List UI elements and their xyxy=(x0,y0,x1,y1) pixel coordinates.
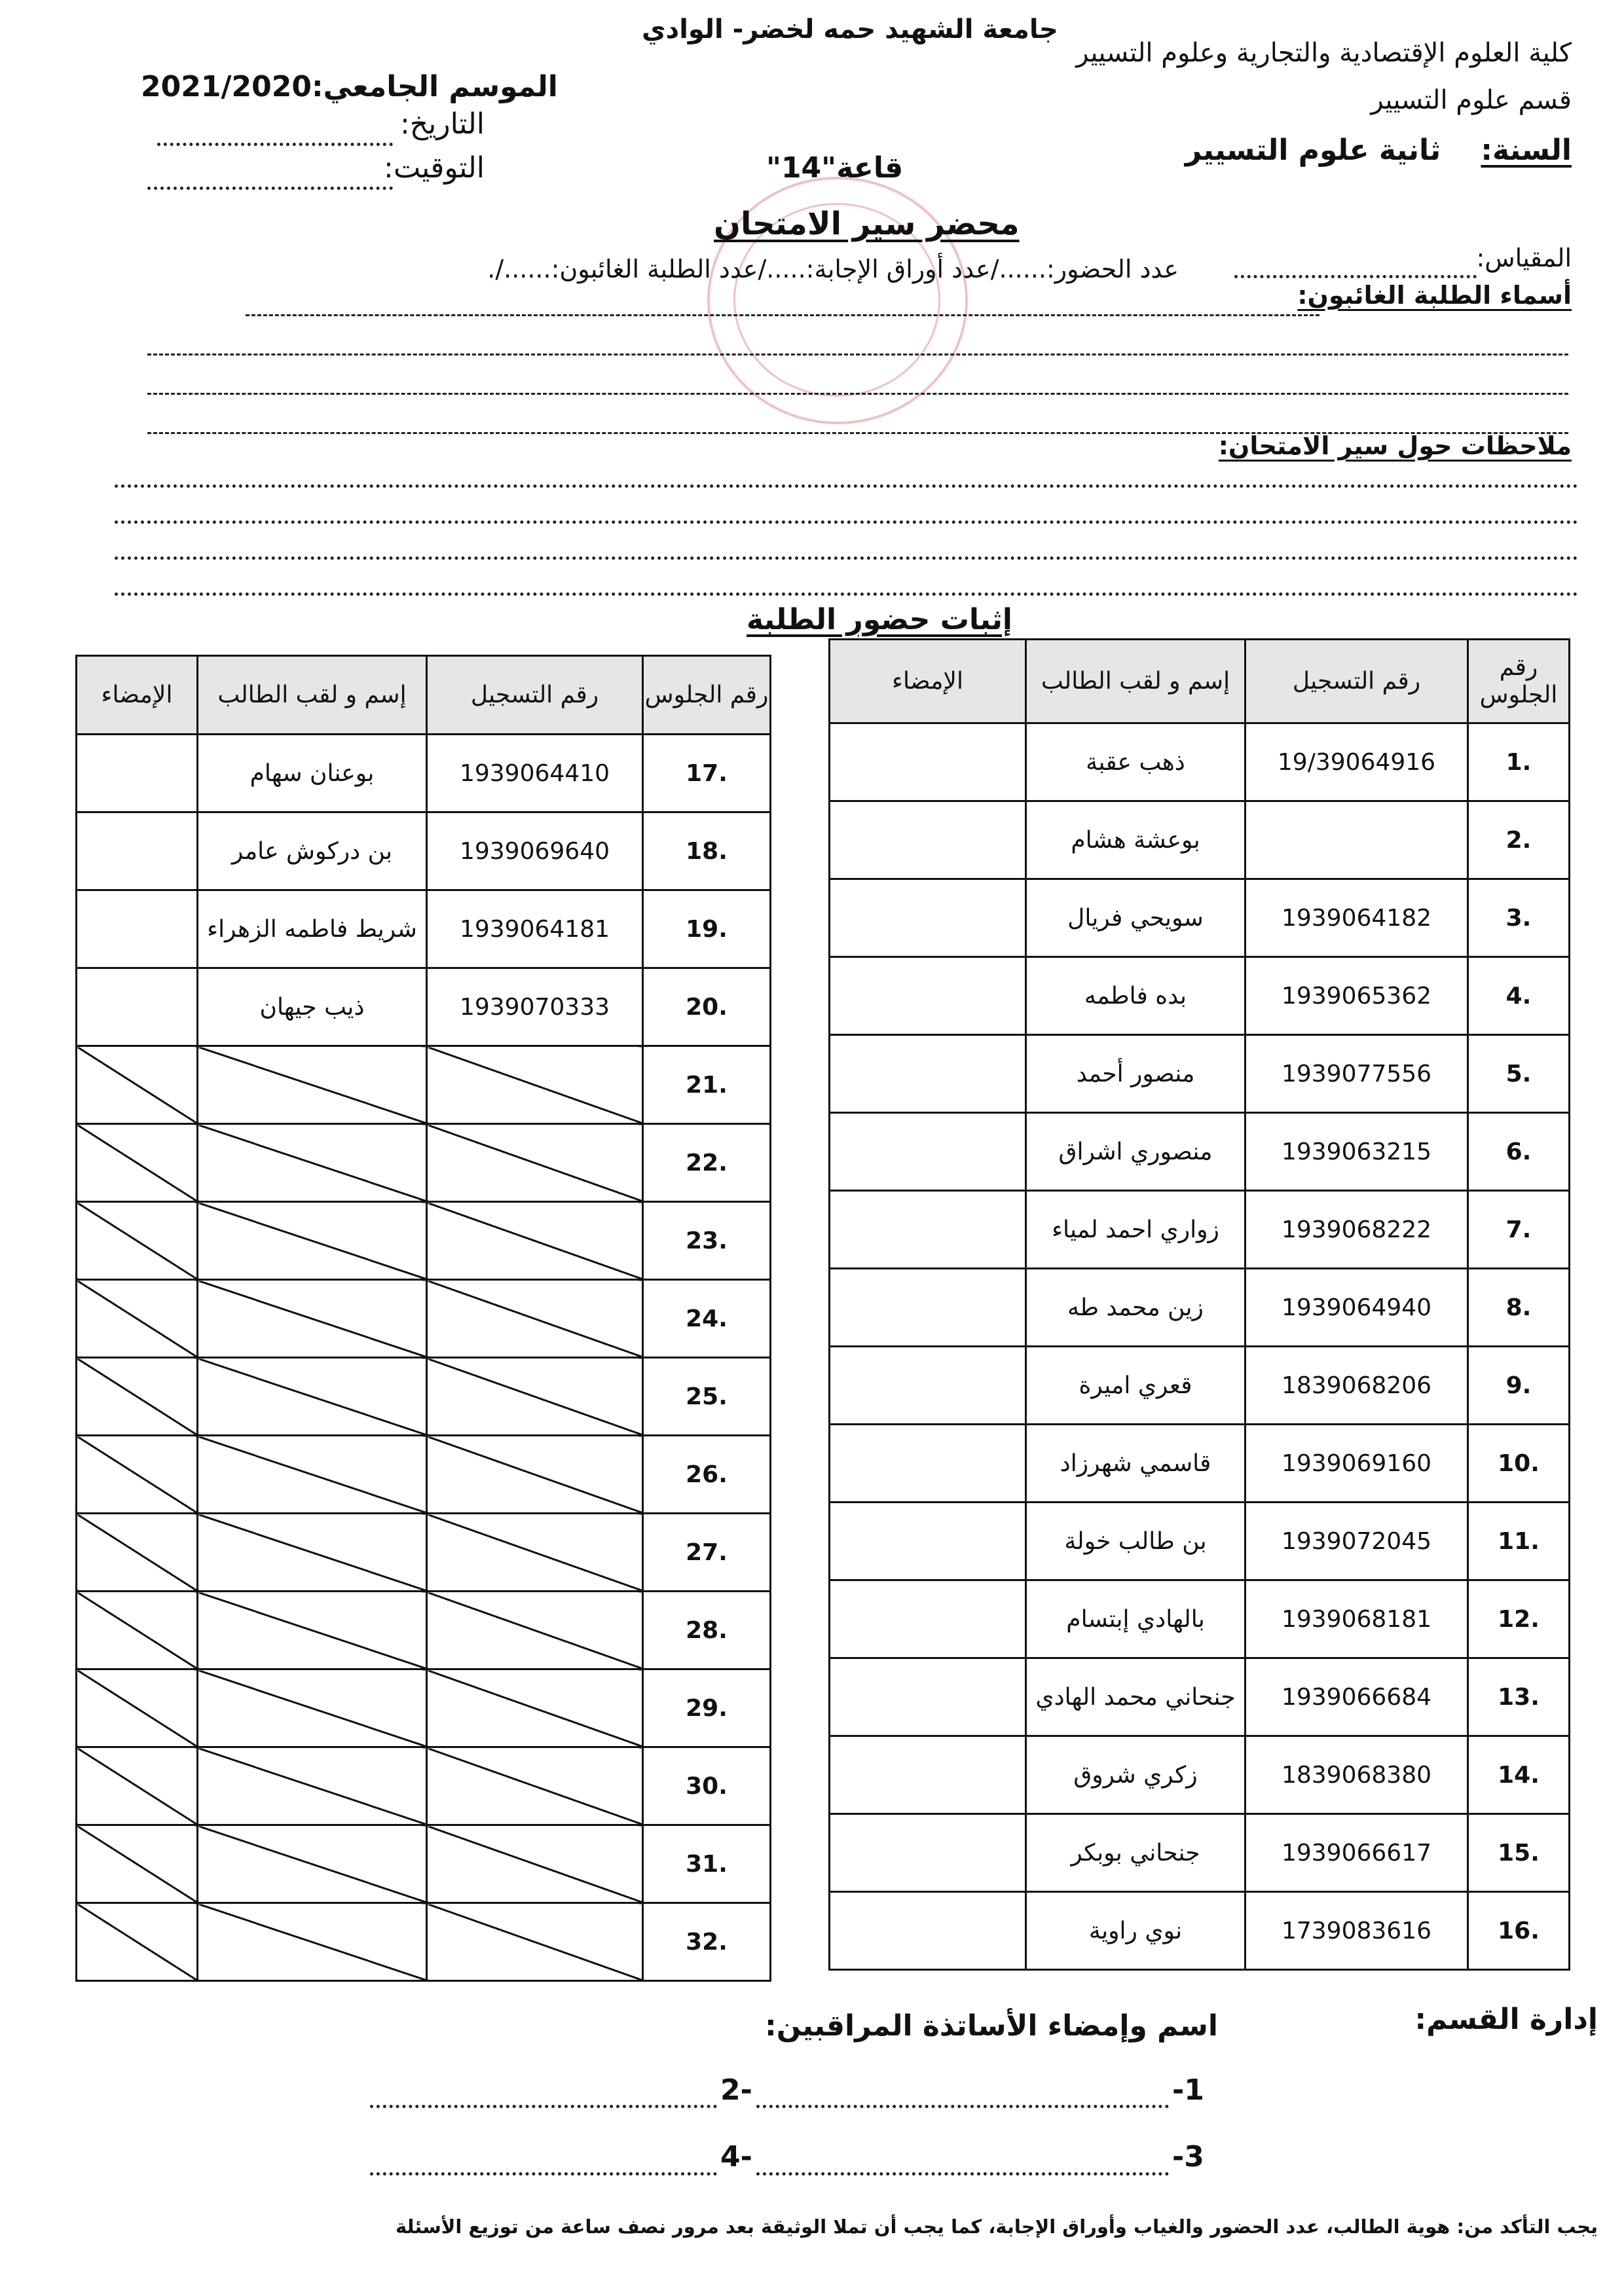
seat-cell: 15. xyxy=(1468,1814,1570,1892)
seat-cell: 28. xyxy=(643,1592,771,1669)
name-cell: سويحي فريال xyxy=(1026,879,1246,957)
registration-cell xyxy=(427,1669,643,1747)
table-row xyxy=(77,1669,771,1747)
seat-cell: 22. xyxy=(643,1124,771,1202)
seat-cell: 1. xyxy=(1468,723,1570,801)
notes-line-1 xyxy=(115,484,1578,488)
signature-cell xyxy=(77,735,198,812)
seat-cell: 23. xyxy=(643,1202,771,1280)
table-row xyxy=(77,890,771,968)
table-row xyxy=(830,1736,1570,1814)
name-cell xyxy=(198,1592,427,1669)
proctor-2-dots xyxy=(370,2105,717,2108)
header-name: إسم و لقب الطالب xyxy=(198,656,427,735)
table-row xyxy=(830,1035,1570,1113)
name-cell xyxy=(198,1903,427,1981)
time-label: التوقيت: xyxy=(384,151,485,185)
date-label: التاريخ: xyxy=(399,107,485,141)
table-row xyxy=(77,1903,771,1981)
name-cell xyxy=(198,1046,427,1124)
name-cell: جنحاني بوبكر xyxy=(1026,1814,1246,1892)
seat-cell: 4. xyxy=(1468,957,1570,1035)
name-cell xyxy=(198,1669,427,1747)
attendance-counts: عدد الحضور:....../عدد أوراق الإجابة:...../عدد الطلبة الغائبون:....../. xyxy=(487,255,1179,283)
table-row xyxy=(830,1892,1570,1970)
table-row xyxy=(77,1202,771,1280)
name-cell: قاسمي شهرزاد xyxy=(1026,1425,1246,1503)
name-cell: بن طالب خولة xyxy=(1026,1503,1246,1580)
date-dots xyxy=(157,143,393,146)
department-admin: إدارة القسم: xyxy=(1414,2003,1598,2036)
header-signature: الإمضاء xyxy=(830,640,1026,723)
signature-cell xyxy=(830,1580,1026,1658)
table-row xyxy=(830,1347,1570,1425)
registration-cell: 1939064940 xyxy=(1246,1269,1468,1347)
name-cell xyxy=(198,1124,427,1202)
name-cell: منصور أحمد xyxy=(1026,1035,1246,1113)
registration-cell: 1939066684 xyxy=(1246,1658,1468,1736)
attendance-table-right xyxy=(828,638,1570,1971)
proctor-3-dots xyxy=(756,2172,1169,2176)
registration-cell: 1939069160 xyxy=(1246,1425,1468,1503)
name-cell: بده فاطمه xyxy=(1026,957,1246,1035)
header-seat: رقم الجلوس xyxy=(643,656,771,735)
signature-cell xyxy=(77,1436,198,1514)
signature-cell xyxy=(830,1191,1026,1269)
signature-cell xyxy=(77,968,198,1046)
table-row xyxy=(77,968,771,1046)
proctors-label: اسم وإمضاء الأساتذة المراقبين: xyxy=(765,2009,1218,2043)
seat-cell: 18. xyxy=(643,812,771,890)
notes-label: ملاحظات حول سير الامتحان: xyxy=(1218,431,1572,460)
name-cell xyxy=(198,1358,427,1436)
seat-cell: 8. xyxy=(1468,1269,1570,1347)
name-cell: جنحاني محمد الهادي xyxy=(1026,1658,1246,1736)
name-cell xyxy=(198,1436,427,1514)
registration-cell: 1939065362 xyxy=(1246,957,1468,1035)
name-cell: ذيب جيهان xyxy=(198,968,427,1046)
year-value: ثانية علوم التسيير xyxy=(1185,134,1441,167)
name-cell: منصوري اشراق xyxy=(1026,1113,1246,1191)
table-row xyxy=(830,801,1570,879)
room-label: قاعة"14" xyxy=(766,151,904,185)
registration-cell: 1839068206 xyxy=(1246,1347,1468,1425)
season xyxy=(141,71,558,104)
proctor-2: -2 xyxy=(720,2073,752,2107)
table-row xyxy=(830,1814,1570,1892)
registration-cell: 1939077556 xyxy=(1246,1035,1468,1113)
signature-cell xyxy=(77,1280,198,1358)
name-cell: شريط فاطمه الزهراء xyxy=(198,890,427,968)
proctor-1: 1- xyxy=(1172,2073,1204,2107)
name-cell: زكري شروق xyxy=(1026,1736,1246,1814)
seat-cell: 12. xyxy=(1468,1580,1570,1658)
header-seat: رقم الجلوس xyxy=(1468,640,1570,723)
signature-cell xyxy=(77,812,198,890)
table-row xyxy=(830,723,1570,801)
proctor-3: 3- xyxy=(1172,2140,1204,2174)
seat-cell: 25. xyxy=(643,1358,771,1436)
registration-cell xyxy=(427,1436,643,1514)
notes-line-4 xyxy=(115,592,1578,596)
attendance-table-left xyxy=(75,655,771,1982)
seat-cell: 17. xyxy=(643,735,771,812)
name-cell: نوي راوية xyxy=(1026,1892,1246,1970)
signature-cell xyxy=(830,1892,1026,1970)
season-value: 2021/2020 xyxy=(141,70,312,103)
table-row xyxy=(77,735,771,812)
signature-cell xyxy=(77,1514,198,1592)
signature-cell xyxy=(830,957,1026,1035)
registration-cell: 1939068222 xyxy=(1246,1191,1468,1269)
registration-cell xyxy=(427,1280,643,1358)
signature-cell xyxy=(830,801,1026,879)
registration-cell xyxy=(427,1903,643,1981)
name-cell: قعري اميرة xyxy=(1026,1347,1246,1425)
table-row xyxy=(830,1425,1570,1503)
signature-cell xyxy=(77,1202,198,1280)
signature-cell xyxy=(77,1669,198,1747)
seat-cell: 29. xyxy=(643,1669,771,1747)
table-row xyxy=(830,1191,1570,1269)
seat-cell: 27. xyxy=(643,1514,771,1592)
name-cell xyxy=(198,1825,427,1903)
registration-cell: 1939063215 xyxy=(1246,1113,1468,1191)
notes-line-3 xyxy=(115,556,1578,560)
seat-cell: 11. xyxy=(1468,1503,1570,1580)
name-cell: ذهب عقبة xyxy=(1026,723,1246,801)
proctor-1-dots xyxy=(756,2105,1169,2108)
table-row xyxy=(830,1580,1570,1658)
registration-cell: 19/39064916 xyxy=(1246,723,1468,801)
signature-cell xyxy=(77,1124,198,1202)
absent-line-2 xyxy=(147,354,1568,355)
name-cell: بوعنان سهام xyxy=(198,735,427,812)
name-cell: بالهادي إبتسام xyxy=(1026,1580,1246,1658)
name-cell: زواري احمد لمياء xyxy=(1026,1191,1246,1269)
seat-cell: 19. xyxy=(643,890,771,968)
seat-cell: 10. xyxy=(1468,1425,1570,1503)
subject-label: المقياس: xyxy=(1476,244,1572,272)
header-registration: رقم التسجيل xyxy=(1246,640,1468,723)
seat-cell: 24. xyxy=(643,1280,771,1358)
signature-cell xyxy=(77,1747,198,1825)
table-row xyxy=(77,1747,771,1825)
header-signature: الإمضاء xyxy=(77,656,198,735)
registration-cell xyxy=(427,1202,643,1280)
registration-cell: 1739083616 xyxy=(1246,1892,1468,1970)
signature-cell xyxy=(77,1903,198,1981)
proctor-4: -4 xyxy=(720,2140,752,2174)
season-label: الموسم الجامعي: xyxy=(312,70,558,103)
notes-line-2 xyxy=(115,520,1578,524)
table-row xyxy=(77,812,771,890)
table-row xyxy=(77,1514,771,1592)
absent-line-1 xyxy=(246,314,1320,316)
subject-dots xyxy=(1234,275,1477,278)
table-row xyxy=(77,1280,771,1358)
signature-cell xyxy=(830,1814,1026,1892)
seat-cell: 16. xyxy=(1468,1892,1570,1970)
signature-cell xyxy=(830,1347,1026,1425)
footer-note: يجب التأكد من: هوية الطالب، عدد الحضور والغياب وأوراق الإجابة، كما يجب أن تملا الوثيقة بعد مرور نصف ساعة من توزيع الأسئلة xyxy=(395,2215,1598,2238)
name-cell: بن دركوش عامر xyxy=(198,812,427,890)
seat-cell: 3. xyxy=(1468,879,1570,957)
seat-cell: 30. xyxy=(643,1747,771,1825)
registration-cell: 1939064181 xyxy=(427,890,643,968)
table-row xyxy=(830,1503,1570,1580)
faculty-name: كلية العلوم الإقتصادية والتجارية وعلوم التسيير xyxy=(1076,38,1572,68)
table-row xyxy=(830,1269,1570,1347)
registration-cell xyxy=(427,1124,643,1202)
seat-cell: 13. xyxy=(1468,1658,1570,1736)
signature-cell xyxy=(830,879,1026,957)
proctor-4-dots xyxy=(370,2172,717,2176)
registration-cell: 1939072045 xyxy=(1246,1503,1468,1580)
signature-cell xyxy=(77,890,198,968)
header-registration: رقم التسجيل xyxy=(427,656,643,735)
seat-cell: 32. xyxy=(643,1903,771,1981)
registration-cell: 1939069640 xyxy=(427,812,643,890)
seat-cell: 26. xyxy=(643,1436,771,1514)
registration-cell: 1939070333 xyxy=(427,968,643,1046)
signature-cell xyxy=(830,1503,1026,1580)
university-name: جامعة الشهيد حمه لخضر- الوادي xyxy=(642,14,1058,45)
registration-cell xyxy=(1246,801,1468,879)
registration-cell: 1939064182 xyxy=(1246,879,1468,957)
signature-cell xyxy=(77,1825,198,1903)
registration-cell xyxy=(427,1825,643,1903)
absent-line-3 xyxy=(147,393,1568,395)
name-cell xyxy=(198,1747,427,1825)
table-row xyxy=(77,1592,771,1669)
name-cell: بوعشة هشام xyxy=(1026,801,1246,879)
time-dots xyxy=(147,187,393,190)
table-row xyxy=(77,1124,771,1202)
table-row xyxy=(830,957,1570,1035)
seat-cell: 21. xyxy=(643,1046,771,1124)
seat-cell: 14. xyxy=(1468,1736,1570,1814)
registration-cell: 1839068380 xyxy=(1246,1736,1468,1814)
name-cell xyxy=(198,1280,427,1358)
attendance-title: إثبات حضور الطلبة xyxy=(747,603,1012,636)
year-label-text: السنة: xyxy=(1481,134,1572,167)
signature-cell xyxy=(77,1046,198,1124)
table-row xyxy=(77,1046,771,1124)
name-cell: زين محمد طه xyxy=(1026,1269,1246,1347)
registration-cell xyxy=(427,1046,643,1124)
year-label xyxy=(1185,134,1572,168)
signature-cell xyxy=(830,1425,1026,1503)
signature-cell xyxy=(77,1358,198,1436)
name-cell xyxy=(198,1202,427,1280)
seat-cell: 6. xyxy=(1468,1113,1570,1191)
registration-cell xyxy=(427,1747,643,1825)
table-row xyxy=(830,1113,1570,1191)
seat-cell: 5. xyxy=(1468,1035,1570,1113)
table-row xyxy=(77,1825,771,1903)
signature-cell xyxy=(77,1592,198,1669)
signature-cell xyxy=(830,1113,1026,1191)
department-name: قسم علوم التسيير xyxy=(1371,85,1572,115)
registration-cell: 1939066617 xyxy=(1246,1814,1468,1892)
seat-cell: 20. xyxy=(643,968,771,1046)
signature-cell xyxy=(830,1269,1026,1347)
table-row xyxy=(830,1658,1570,1736)
table-row xyxy=(77,1358,771,1436)
registration-cell xyxy=(427,1514,643,1592)
registration-cell xyxy=(427,1358,643,1436)
seat-cell: 2. xyxy=(1468,801,1570,879)
seat-cell: 9. xyxy=(1468,1347,1570,1425)
seat-cell: 31. xyxy=(643,1825,771,1903)
report-title: محضر سير الامتحان xyxy=(714,206,1020,242)
table-row xyxy=(77,1436,771,1514)
name-cell xyxy=(198,1514,427,1592)
registration-cell: 1939064410 xyxy=(427,735,643,812)
table-row xyxy=(830,879,1570,957)
signature-cell xyxy=(830,1658,1026,1736)
registration-cell xyxy=(427,1592,643,1669)
signature-cell xyxy=(830,1736,1026,1814)
header-name: إسم و لقب الطالب xyxy=(1026,640,1246,723)
absent-label: أسماء الطلبة الغائبون: xyxy=(1297,281,1572,310)
signature-cell xyxy=(830,723,1026,801)
seat-cell: 7. xyxy=(1468,1191,1570,1269)
signature-cell xyxy=(830,1035,1026,1113)
registration-cell: 1939068181 xyxy=(1246,1580,1468,1658)
